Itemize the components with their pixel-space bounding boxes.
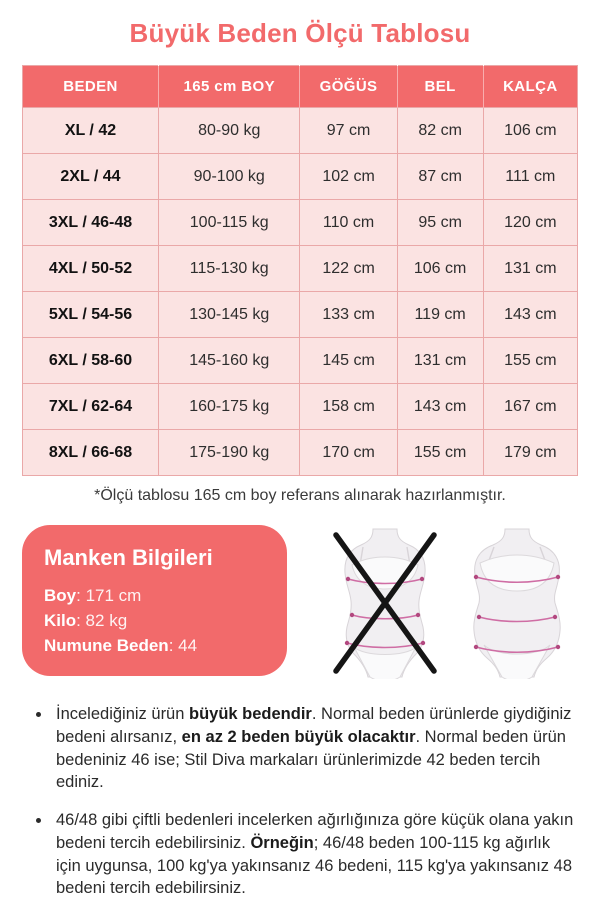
measure-cell: 115-130 kg (158, 246, 300, 292)
table-row (23, 430, 578, 476)
measure-cell: 143 cm (397, 384, 483, 430)
measure-cell: 120 cm (483, 200, 577, 246)
size-cell: 6XL / 58-60 (23, 338, 159, 384)
model-info-line: Kilo: 82 kg (44, 611, 128, 630)
plus-size-figure-illustration (458, 527, 576, 679)
table-row (23, 200, 578, 246)
size-cell: XL / 42 (23, 108, 159, 154)
note-item: • İncelediğiniz ürün büyük bedendir. Normal beden ürünlerde giydiğiniz bedeni alırsanız, en az 2 beden büyük olacaktır. Normal beden ürün bedeniniz 46 ise; Stil Diva markaları ürünlerimizde 42 beden tercih ediniz. (52, 703, 578, 794)
model-section (22, 525, 578, 679)
measure-cell: 160-175 kg (158, 384, 300, 430)
col-header-kalca: KALÇA (483, 66, 577, 108)
measure-cell: 82 cm (397, 108, 483, 154)
size-table (22, 65, 578, 476)
measure-cell: 143 cm (483, 292, 577, 338)
model-info-lines (44, 583, 265, 658)
note-item: • 46/48 gibi çiftli bedenleri incelerken ağırlığınıza göre küçük olana yakın bedeni tercih edebilirsiniz. Örneğin; 46/48 beden 100-115 kg ağırlık için uygunsa, 100 kg'ya yakınsanız 46 bedeni, 115 kg'ya yakınsanız 48 bedeni tercih edebilirsiniz. (52, 809, 578, 900)
table-row (23, 154, 578, 200)
measure-cell: 145-160 kg (158, 338, 300, 384)
measure-cell: 131 cm (397, 338, 483, 384)
measure-cell: 133 cm (300, 292, 397, 338)
table-row (23, 338, 578, 384)
size-table-body (23, 108, 578, 476)
measure-cell: 175-190 kg (158, 430, 300, 476)
model-info-line: Numune Beden: 44 (44, 636, 198, 655)
measure-cell: 122 cm (300, 246, 397, 292)
model-info-card (22, 525, 287, 676)
measure-cell: 158 cm (300, 384, 397, 430)
measure-cell: 179 cm (483, 430, 577, 476)
measure-cell: 170 cm (300, 430, 397, 476)
size-cell: 3XL / 46-48 (23, 200, 159, 246)
measure-cell: 111 cm (483, 154, 577, 200)
table-row (23, 246, 578, 292)
slim-figure-icon (326, 527, 444, 679)
measure-cell: 80-90 kg (158, 108, 300, 154)
measure-cell: 119 cm (397, 292, 483, 338)
measure-cell: 100-115 kg (158, 200, 300, 246)
table-row (23, 384, 578, 430)
measure-cell: 106 cm (483, 108, 577, 154)
measure-cell: 97 cm (300, 108, 397, 154)
crossed-slim-figure-illustration (326, 527, 444, 679)
measure-cell: 87 cm (397, 154, 483, 200)
measure-cell: 110 cm (300, 200, 397, 246)
table-row (23, 292, 578, 338)
measure-cell: 155 cm (483, 338, 577, 384)
measure-cell: 167 cm (483, 384, 577, 430)
measure-cell: 102 cm (300, 154, 397, 200)
measure-cell: 130-145 kg (158, 292, 300, 338)
measure-cell: 95 cm (397, 200, 483, 246)
measure-cell: 155 cm (397, 430, 483, 476)
size-cell: 5XL / 54-56 (23, 292, 159, 338)
notes-list (22, 703, 578, 900)
model-info-title: Manken Bilgileri (44, 545, 213, 570)
header-row (23, 66, 578, 108)
size-cell: 7XL / 62-64 (23, 384, 159, 430)
size-cell: 2XL / 44 (23, 154, 159, 200)
col-header-beden: BEDEN (23, 66, 159, 108)
table-footnote: *Ölçü tablosu 165 cm boy referans alınarak hazırlanmıştır. (94, 487, 506, 504)
size-cell: 4XL / 50-52 (23, 246, 159, 292)
col-header-boy: 165 cm BOY (158, 66, 300, 108)
table-row (23, 108, 578, 154)
measure-cell: 131 cm (483, 246, 577, 292)
size-cell: 8XL / 66-68 (23, 430, 159, 476)
measure-cell: 90-100 kg (158, 154, 300, 200)
measure-cell: 106 cm (397, 246, 483, 292)
plus-figure-icon (458, 527, 576, 679)
page-title: Büyük Beden Ölçü Tablosu (129, 18, 471, 48)
size-table-header (23, 66, 578, 108)
figure-illustrations (287, 525, 578, 679)
col-header-gogus: GÖĞÜS (300, 66, 397, 108)
measure-cell: 145 cm (300, 338, 397, 384)
model-info-line: Boy: 171 cm (44, 586, 142, 605)
col-header-bel: BEL (397, 66, 483, 108)
